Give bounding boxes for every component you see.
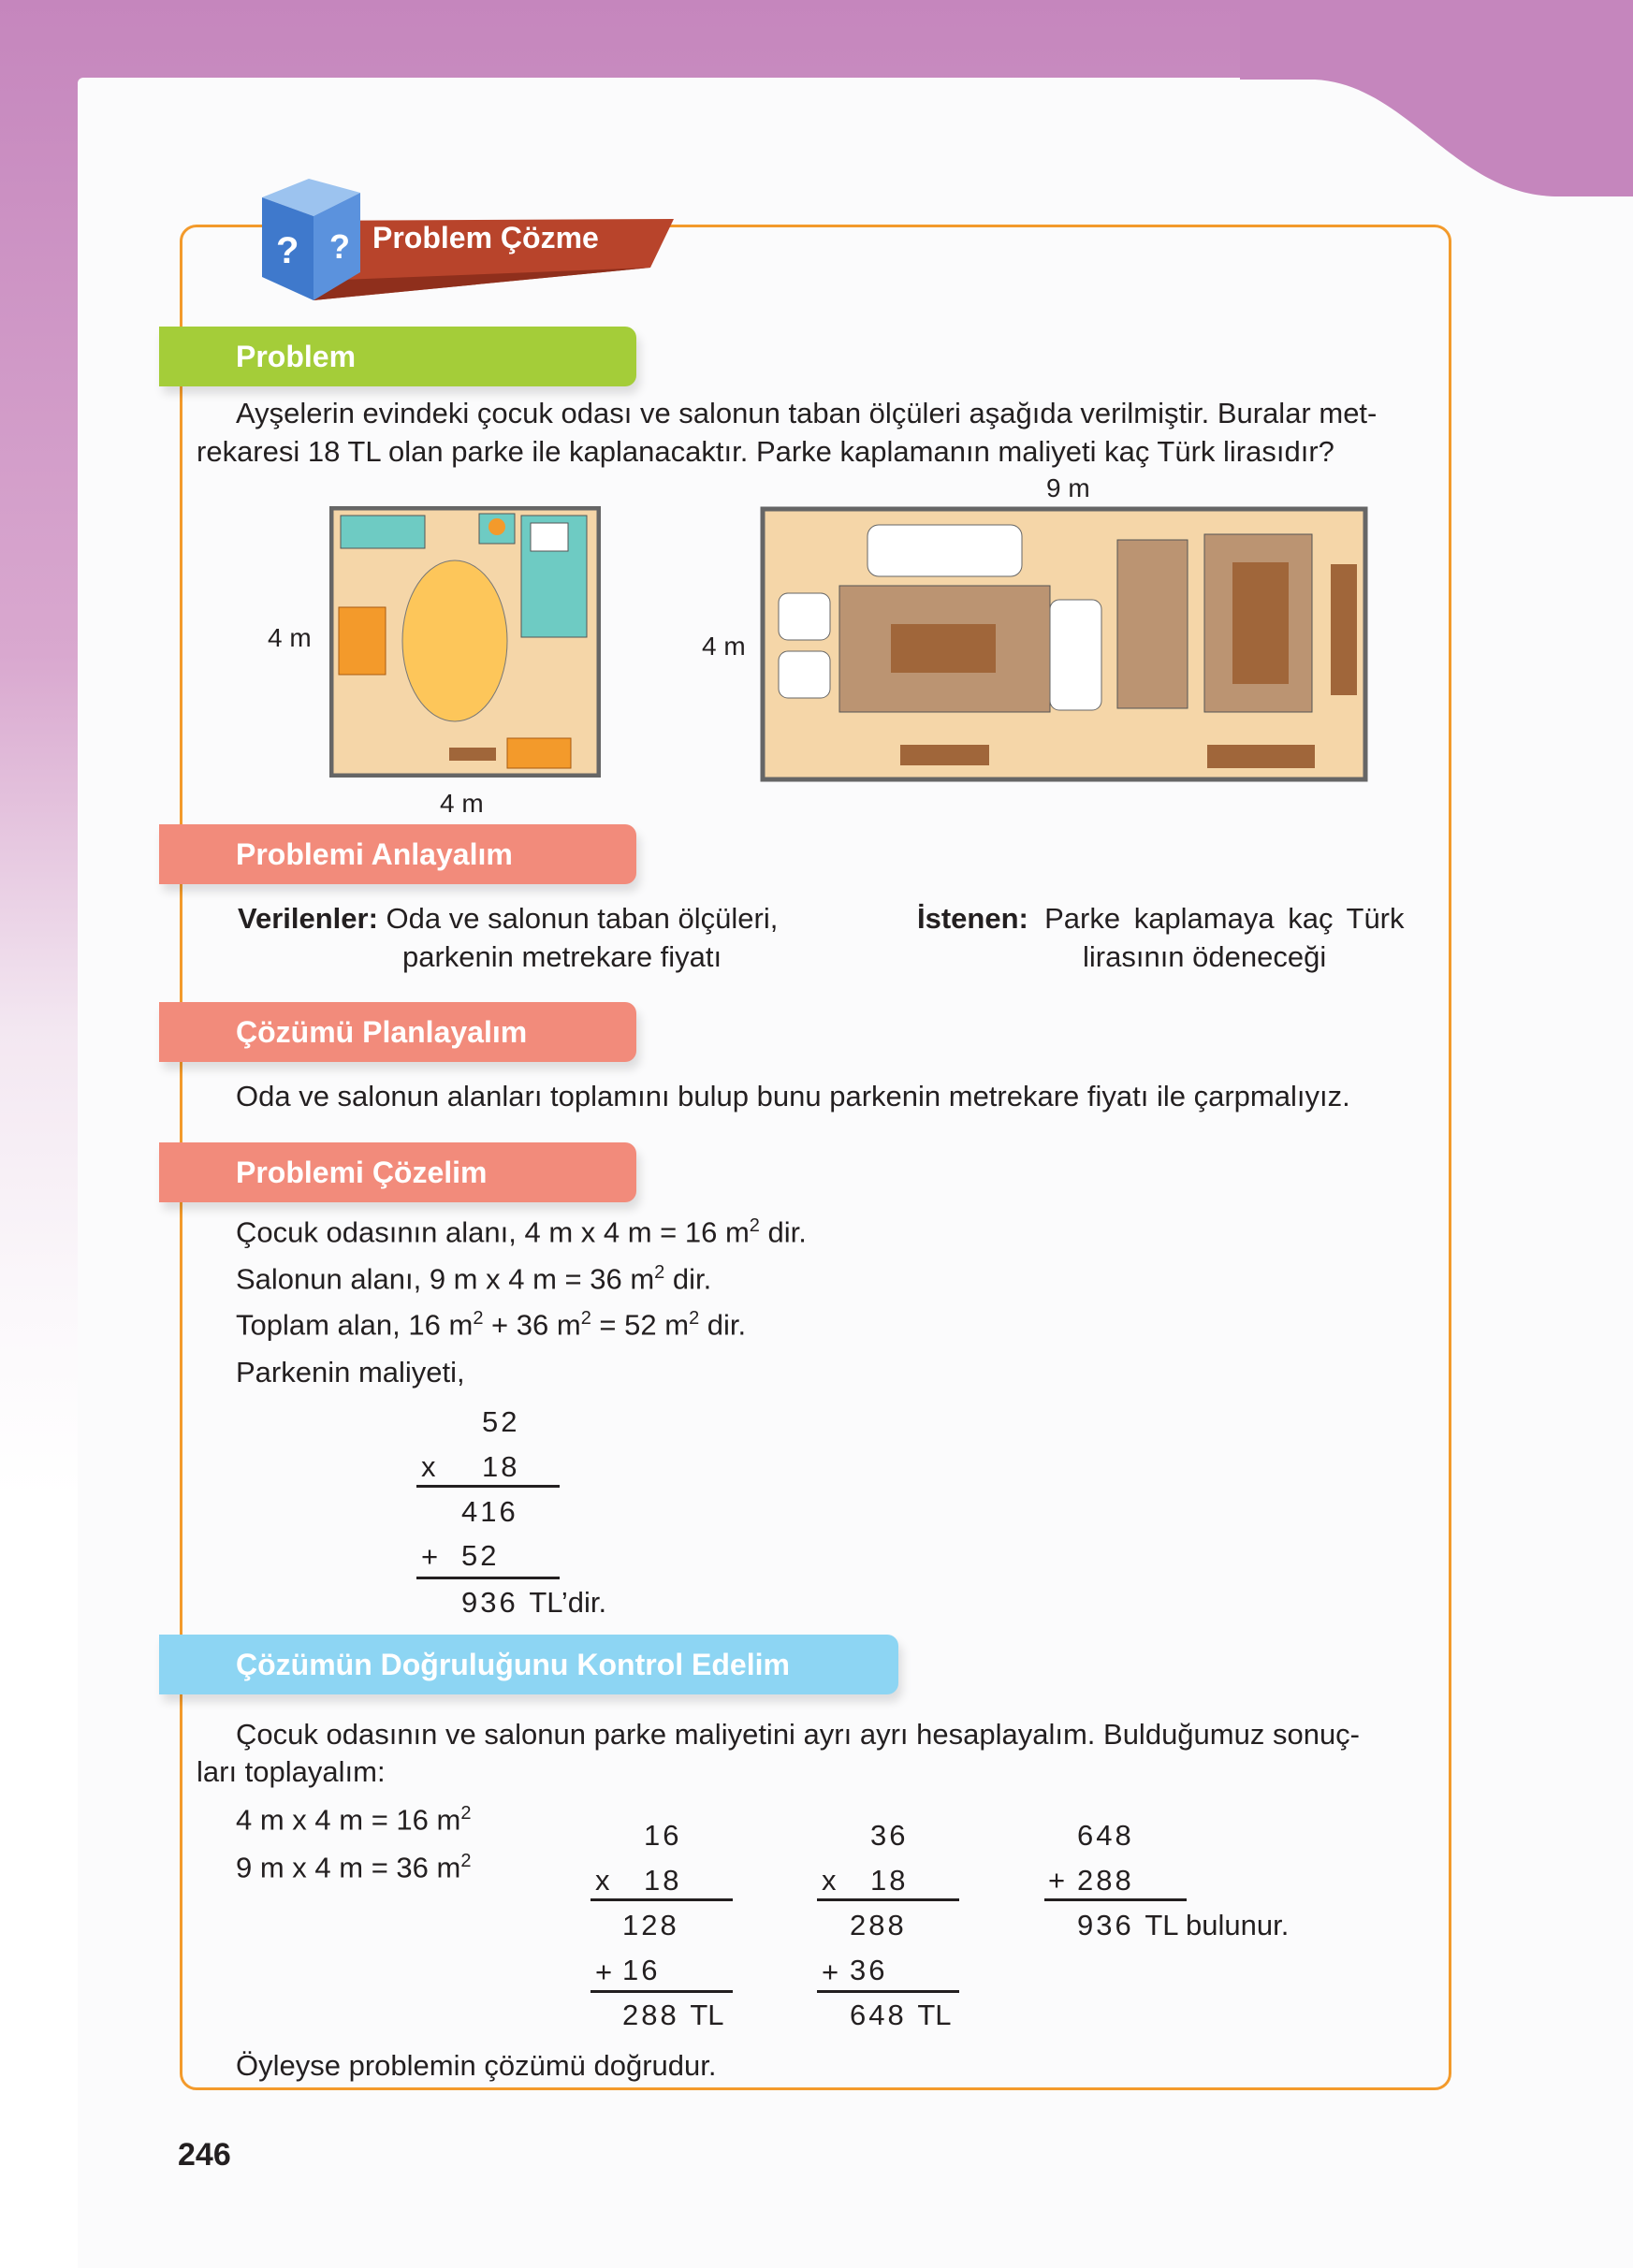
given-line-2: parkenin metrekare fiyatı <box>402 940 722 973</box>
solve-line-4: Parkenin maliyeti, <box>236 1356 465 1388</box>
problem-text-1: Ayşelerin evindeki çocuk odası ve salonun taban ölçüleri aşağıda verilmiştir. Buralar met- <box>236 397 1378 429</box>
calc-value: 16 <box>622 1954 661 1986</box>
plan-text: Oda ve salonun alanları toplamını bulup bunu parkenin metrekare fiyatı ile çarpmalıyız. <box>236 1080 1350 1112</box>
check-text-2: ları toplayalım: <box>197 1755 386 1788</box>
section-check <box>159 1635 898 1694</box>
calc-value: 416 <box>461 1495 518 1528</box>
solve-line-2: Salonun alanı, 9 m x 4 m = 36 $m^2$ dir. <box>236 1262 712 1296</box>
calc-line <box>1044 1898 1187 1901</box>
calc-value: 16 <box>644 1819 682 1852</box>
calc-line <box>817 1990 959 1993</box>
salon-side-label: 4 m <box>702 632 746 661</box>
calc-value: 18 <box>482 1450 520 1483</box>
child-room-floor-plan <box>329 506 601 778</box>
calc-value: 288 <box>1077 1864 1134 1897</box>
section-understand <box>159 824 636 884</box>
calc-result: 648 TL <box>850 1999 952 2031</box>
asked-text: Parke kaplamaya kaç Türk <box>1044 902 1405 935</box>
asked-line-1 <box>917 902 1405 936</box>
calc-operator: x <box>595 1864 613 1897</box>
calc-line <box>591 1898 733 1901</box>
section-solve <box>159 1142 636 1202</box>
section-problem <box>159 327 636 386</box>
solve-line-1: Çocuk odasının alanı, 4 m x 4 m = 16 $m^2$ dir. <box>236 1215 807 1249</box>
corner-decoration <box>1240 0 1633 196</box>
header-ribbon <box>239 174 678 305</box>
calc-operator: + <box>1048 1864 1069 1897</box>
conclusion-text: Öyleyse problemin çözümü doğrudur. <box>236 2049 717 2082</box>
svg-text:?: ? <box>276 230 299 271</box>
page-number: 246 <box>178 2137 231 2173</box>
section-label: Çözümü Planlayalım <box>236 1015 528 1049</box>
calc-value: 18 <box>870 1864 909 1897</box>
calc-operator: + <box>822 1955 842 1988</box>
asked-label: İstenen: <box>917 902 1028 935</box>
solve-line-3: Toplam alan, 16 $m^2 + 36$ $m^2 = 52$ $m^2$ dir. <box>236 1308 747 1342</box>
question-cube-icon <box>243 174 374 305</box>
calc-result: 936 TL’dir. <box>461 1586 607 1619</box>
check-text-1: Çocuk odasının ve salonun parke maliyetini ayrı ayrı hesaplayalım. Bulduğumuz sonuç- <box>236 1718 1361 1751</box>
calc-value: 288 <box>850 1909 907 1941</box>
header-title: Problem Çözme <box>372 221 599 254</box>
asked-line-2: lirasının ödeneceği <box>1083 940 1327 973</box>
calc-line <box>416 1577 560 1579</box>
calc-line <box>416 1485 560 1488</box>
calc-result: 288 TL <box>622 1999 724 2031</box>
check-eq-2: 9 m x 4 m = 36 $m^2$ <box>236 1851 472 1884</box>
calc-value: 36 <box>870 1819 909 1852</box>
calc-operator: x <box>421 1450 439 1483</box>
section-plan <box>159 1002 636 1062</box>
calc-operator: + <box>595 1955 616 1988</box>
section-label: Problemi Anlayalım <box>236 837 513 871</box>
svg-text:?: ? <box>329 227 350 266</box>
check-eq-1: 4 m x 4 m = 16 $m^2$ <box>236 1803 472 1837</box>
room-side-label: 4 m <box>268 623 312 652</box>
given-line-1 <box>238 902 778 936</box>
section-label: Çözümün Doğruluğunu Kontrol Edelim <box>236 1648 790 1681</box>
calc-line <box>591 1990 733 1993</box>
section-label: Problem <box>236 340 357 373</box>
calc-value: 36 <box>850 1954 888 1986</box>
calc-value: 52 <box>461 1539 500 1572</box>
salon-floor-plan <box>760 506 1368 782</box>
section-label: Problemi Çözelim <box>236 1156 488 1189</box>
given-label: Verilenler: <box>238 902 378 935</box>
room-bottom-label: 4 m <box>440 789 484 818</box>
calc-value: 18 <box>644 1864 682 1897</box>
calc-value: 52 <box>482 1405 520 1438</box>
calc-operator: x <box>822 1864 839 1897</box>
calc-line <box>817 1898 959 1901</box>
problem-text-2: rekaresi 18 TL olan parke ile kaplanacaktır. Parke kaplamanın maliyeti kaç Türk lirasıdır? <box>197 435 1334 468</box>
calc-result: 936 TL bulunur. <box>1077 1909 1290 1941</box>
calc-operator: + <box>421 1540 442 1573</box>
calc-value: 128 <box>622 1909 679 1941</box>
calc-value: 648 <box>1077 1819 1134 1852</box>
given-text: Oda ve salonun taban ölçüleri, <box>386 902 779 935</box>
salon-top-label: 9 m <box>1046 473 1090 502</box>
